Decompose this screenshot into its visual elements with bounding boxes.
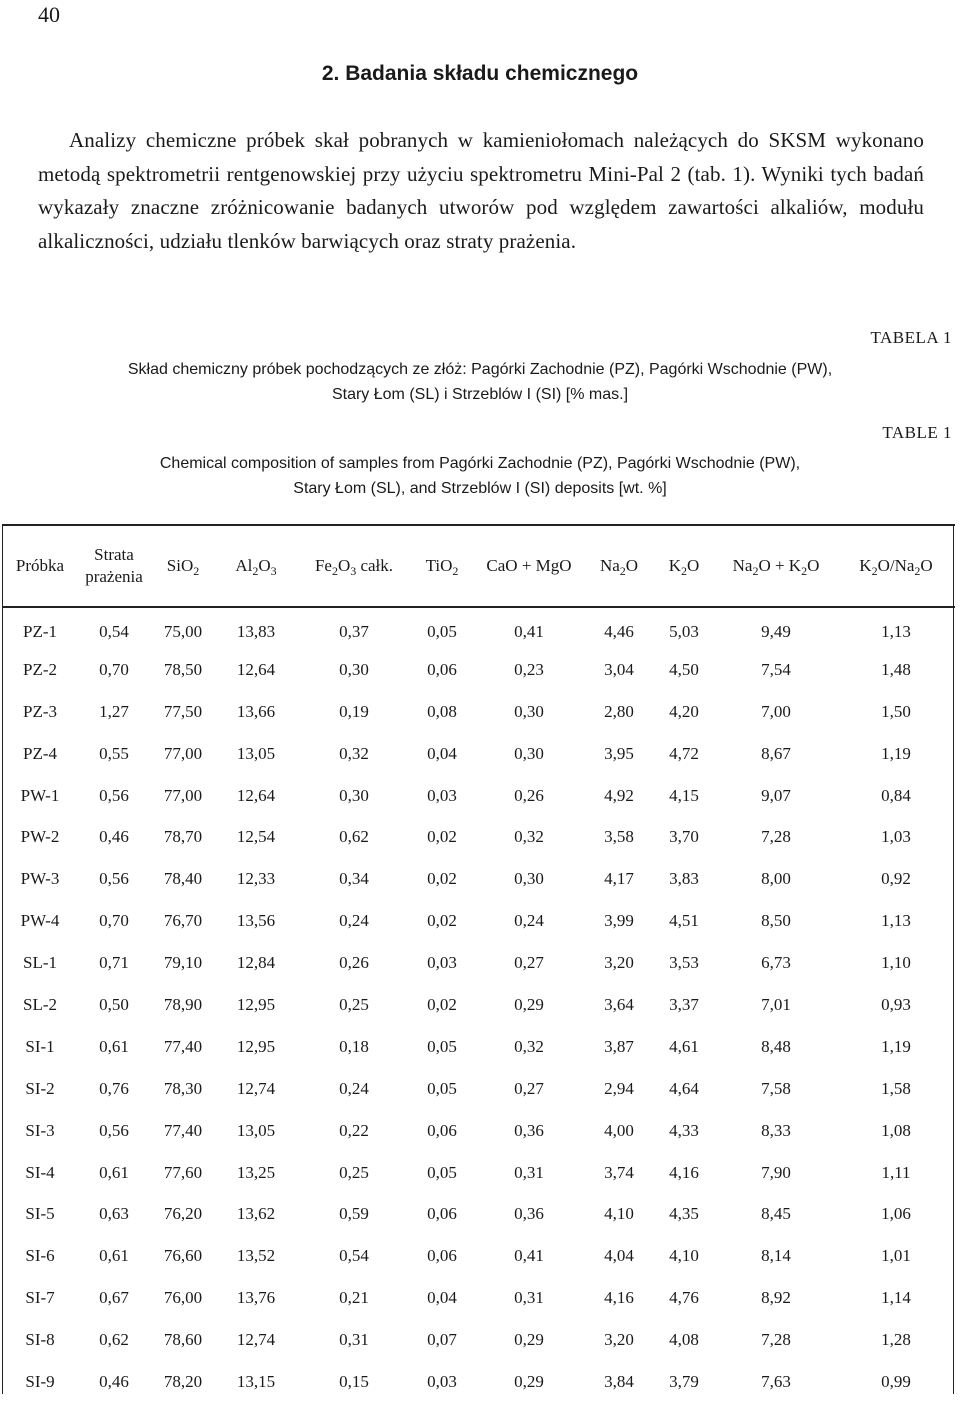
header-k2o: $K_2O$ [653, 525, 715, 607]
cell-na2o-plus-k2o: 8,48 [761, 1036, 791, 1056]
cell-na2o: 3,84 [604, 1371, 634, 1391]
cell-sample: SI-9 [25, 1371, 55, 1391]
cell-k2o: 4,64 [669, 1078, 699, 1098]
cell-loss-on-ignition: 0,70 [99, 911, 129, 931]
cell-sio2: 78,60 [163, 1330, 203, 1350]
cell-na2o: 4,04 [604, 1246, 634, 1266]
cell-sample: PW-3 [20, 869, 60, 889]
cell-k2o-na2o-ratio: 1,13 [881, 911, 911, 931]
cell-tio2: 0,03 [427, 953, 457, 973]
cell-tio2: 0,04 [427, 743, 457, 763]
cell-cao-mgo: 0,32 [514, 827, 544, 847]
cell-fe2o3: 0,21 [339, 1288, 369, 1308]
cell-fe2o3: 0,37 [339, 622, 369, 642]
cell-na2o-plus-k2o: 8,14 [761, 1246, 791, 1266]
cell-sample: SI-1 [25, 1036, 55, 1056]
cell-na2o: 3,58 [604, 827, 634, 847]
cell-al2o3: 13,05 [236, 743, 276, 763]
cell-k2o: 5,03 [669, 622, 699, 642]
cell-loss-on-ignition: 0,56 [99, 785, 129, 805]
cell-k2o: 4,16 [669, 1162, 699, 1182]
cell-cao-mgo: 0,36 [514, 1120, 544, 1140]
table-row [3, 1235, 955, 1277]
cell-tio2: 0,03 [427, 1371, 457, 1391]
cell-k2o: 4,50 [669, 659, 699, 679]
caption-en-line-1: Chemical composition of samples from Pagórki Zachodnie (PZ), Pagórki Wschodnie (PW), [159, 455, 801, 472]
cell-fe2o3: 0,15 [339, 1371, 369, 1391]
header-sample: Próbka [3, 525, 77, 607]
cell-cao-mgo: 0,29 [514, 1371, 544, 1391]
cell-sample: SI-7 [25, 1288, 55, 1308]
cell-na2o: 4,00 [604, 1120, 634, 1140]
cell-sample: SI-4 [25, 1162, 55, 1182]
cell-fe2o3: 0,30 [339, 659, 369, 679]
cell-k2o-na2o-ratio: 1,14 [881, 1288, 911, 1308]
cell-tio2: 0,05 [427, 1162, 457, 1182]
cell-na2o: 3,95 [604, 743, 634, 763]
header-fe2o3: $Fe_2O_3$ całk. [297, 525, 411, 607]
cell-tio2: 0,05 [427, 622, 457, 642]
cell-cao-mgo: 0,36 [514, 1204, 544, 1224]
table-row [3, 1277, 955, 1319]
cell-fe2o3: 0,34 [339, 869, 369, 889]
cell-tio2: 0,08 [427, 701, 457, 721]
cell-al2o3: 13,62 [236, 1204, 276, 1224]
cell-al2o3: 12,74 [236, 1078, 276, 1098]
cell-cao-mgo: 0,30 [514, 743, 544, 763]
cell-cao-mgo: 0,32 [514, 1036, 544, 1056]
cell-al2o3: 13,25 [236, 1162, 276, 1182]
cell-cao-mgo: 0,23 [514, 659, 544, 679]
cell-na2o-plus-k2o: 8,00 [761, 869, 791, 889]
cell-fe2o3: 0,30 [339, 785, 369, 805]
cell-al2o3: 12,64 [236, 659, 276, 679]
cell-k2o-na2o-ratio: 0,84 [881, 785, 911, 805]
cell-k2o: 3,53 [669, 953, 699, 973]
cell-k2o-na2o-ratio: 1,11 [881, 1162, 911, 1182]
cell-k2o-na2o-ratio: 1,13 [881, 622, 911, 642]
cell-na2o-plus-k2o: 7,90 [761, 1162, 791, 1182]
cell-al2o3: 12,33 [236, 869, 276, 889]
cell-na2o-plus-k2o: 7,01 [761, 994, 791, 1014]
cell-k2o-na2o-ratio: 0,99 [881, 1371, 911, 1391]
table-row [3, 1110, 955, 1152]
cell-tio2: 0,06 [427, 1246, 457, 1266]
cell-cao-mgo: 0,31 [514, 1288, 544, 1308]
cell-sample: SL-1 [23, 953, 57, 973]
cell-sample: PZ-4 [23, 743, 57, 763]
table-row [3, 733, 955, 775]
cell-fe2o3: 0,19 [339, 701, 369, 721]
header-loi-line-2: prażenia [85, 567, 143, 586]
cell-sample: PW-4 [20, 911, 60, 931]
cell-fe2o3: 0,54 [339, 1246, 369, 1266]
cell-k2o-na2o-ratio: 1,03 [881, 827, 911, 847]
cell-sio2: 78,30 [163, 1078, 203, 1098]
cell-k2o: 3,79 [669, 1371, 699, 1391]
header-sio2: SiO$_2$ [151, 525, 215, 607]
cell-al2o3: 12,64 [236, 785, 276, 805]
table-row [3, 942, 955, 984]
table-body [3, 607, 955, 1403]
cell-k2o: 3,83 [669, 869, 699, 889]
cell-na2o-plus-k2o: 8,50 [761, 911, 791, 931]
cell-cao-mgo: 0,30 [514, 701, 544, 721]
cell-loss-on-ignition: 0,54 [99, 622, 129, 642]
table-row [3, 649, 955, 691]
header-cao-mgo: CaO + MgO [473, 525, 585, 607]
cell-cao-mgo: 0,27 [514, 953, 544, 973]
cell-tio2: 0,02 [427, 994, 457, 1014]
cell-loss-on-ignition: 0,61 [99, 1036, 129, 1056]
cell-sio2: 77,40 [163, 1036, 203, 1056]
cell-k2o-na2o-ratio: 1,28 [881, 1330, 911, 1350]
cell-na2o-plus-k2o: 9,07 [761, 785, 791, 805]
cell-na2o-plus-k2o: 9,49 [761, 622, 791, 642]
cell-k2o: 4,15 [669, 785, 699, 805]
cell-sio2: 77,40 [163, 1120, 203, 1140]
cell-fe2o3: 0,24 [339, 1078, 369, 1098]
cell-na2o-plus-k2o: 7,63 [761, 1371, 791, 1391]
cell-fe2o3: 0,31 [339, 1330, 369, 1350]
cell-sio2: 78,50 [163, 659, 203, 679]
cell-sample: SI-8 [25, 1330, 55, 1350]
cell-tio2: 0,06 [427, 1204, 457, 1224]
cell-k2o: 4,33 [669, 1120, 699, 1140]
cell-cao-mgo: 0,30 [514, 869, 544, 889]
cell-na2o-plus-k2o: 7,58 [761, 1078, 791, 1098]
cell-sample: PW-1 [20, 785, 60, 805]
table-row [3, 900, 955, 942]
caption-pl-line-2: Stary Łom (SL) i Strzeblów I (SI) [% mas.] [331, 386, 629, 403]
cell-k2o-na2o-ratio: 1,19 [881, 743, 911, 763]
cell-sio2: 78,70 [163, 827, 203, 847]
cell-na2o-plus-k2o: 7,54 [761, 659, 791, 679]
cell-k2o-na2o-ratio: 1,06 [881, 1204, 911, 1224]
table-row [3, 984, 955, 1026]
cell-k2o: 4,61 [669, 1036, 699, 1056]
cell-loss-on-ignition: 0,56 [99, 1120, 129, 1140]
cell-fe2o3: 0,22 [339, 1120, 369, 1140]
cell-al2o3: 12,74 [236, 1330, 276, 1350]
cell-cao-mgo: 0,41 [514, 1246, 544, 1266]
table-row [3, 691, 955, 733]
header-na2o-plus-k2o: $Na_2O + K_2O$ [715, 525, 837, 607]
cell-k2o: 3,37 [669, 994, 699, 1014]
cell-fe2o3: 0,62 [339, 827, 369, 847]
cell-tio2: 0,07 [427, 1330, 457, 1350]
chemical-composition-table [3, 524, 955, 1403]
cell-tio2: 0,04 [427, 1288, 457, 1308]
cell-sio2: 77,00 [163, 785, 203, 805]
cell-k2o-na2o-ratio: 1,08 [881, 1120, 911, 1140]
cell-na2o: 3,74 [604, 1162, 634, 1182]
cell-k2o: 4,35 [669, 1204, 699, 1224]
table-row [3, 1319, 955, 1361]
cell-na2o: 4,46 [604, 622, 634, 642]
cell-al2o3: 13,52 [236, 1246, 276, 1266]
cell-k2o-na2o-ratio: 1,01 [881, 1246, 911, 1266]
cell-loss-on-ignition: 0,76 [99, 1078, 129, 1098]
cell-loss-on-ignition: 1,27 [99, 701, 129, 721]
cell-cao-mgo: 0,24 [514, 911, 544, 931]
cell-na2o: 2,94 [604, 1078, 634, 1098]
cell-k2o: 4,76 [669, 1288, 699, 1308]
cell-loss-on-ignition: 0,71 [99, 953, 129, 973]
cell-k2o: 4,72 [669, 743, 699, 763]
cell-na2o-plus-k2o: 8,67 [761, 743, 791, 763]
header-al2o3: $Al_2O_3$ [215, 525, 297, 607]
cell-loss-on-ignition: 0,55 [99, 743, 129, 763]
cell-loss-on-ignition: 0,61 [99, 1246, 129, 1266]
table-row [3, 607, 955, 649]
cell-sio2: 76,00 [163, 1288, 203, 1308]
cell-tio2: 0,03 [427, 785, 457, 805]
header-loss-on-ignition [77, 525, 151, 607]
cell-na2o: 3,20 [604, 1330, 634, 1350]
cell-na2o: 4,16 [604, 1288, 634, 1308]
table-row [3, 816, 955, 858]
caption-pl [0, 357, 960, 407]
cell-na2o-plus-k2o: 8,33 [761, 1120, 791, 1140]
cell-sio2: 79,10 [163, 953, 203, 973]
cell-na2o: 3,04 [604, 659, 634, 679]
cell-al2o3: 13,66 [236, 701, 276, 721]
section-heading: 2. Badania składu chemicznego [321, 62, 639, 85]
cell-loss-on-ignition: 0,61 [99, 1162, 129, 1182]
cell-cao-mgo: 0,29 [514, 1330, 544, 1350]
cell-k2o-na2o-ratio: 0,93 [881, 994, 911, 1014]
cell-na2o: 4,17 [604, 869, 634, 889]
table-row [3, 858, 955, 900]
cell-k2o: 4,51 [669, 911, 699, 931]
cell-tio2: 0,06 [427, 659, 457, 679]
cell-sio2: 78,40 [163, 869, 203, 889]
cell-sio2: 78,90 [163, 994, 203, 1014]
cell-cao-mgo: 0,27 [514, 1078, 544, 1098]
cell-loss-on-ignition: 0,67 [99, 1288, 129, 1308]
cell-sample: PZ-3 [23, 701, 57, 721]
cell-k2o-na2o-ratio: 1,48 [881, 659, 911, 679]
cell-sio2: 76,20 [163, 1204, 203, 1224]
table-row [3, 775, 955, 817]
body-paragraph: Analizy chemiczne próbek skał pobranych w kamieniołomach należących do SKSM wykonano metodą spektrometrii rentgenowskiej przy użyciu spektrometru Mini-Pal 2 (tab. 1). Wyniki tych badań wykazały znaczne zróżnicowanie badanych utworów pod względem zawartości alkaliów, modułu alkaliczności, udziału tlenków barwiących oraz straty prażenia. [38, 128, 924, 253]
cell-na2o-plus-k2o: 6,73 [761, 953, 791, 973]
caption-en-line-2: Stary Łom (SL), and Strzeblów I (SI) deposits [wt. %] [293, 480, 667, 497]
caption-en [0, 451, 960, 501]
cell-fe2o3: 0,25 [339, 1162, 369, 1182]
cell-al2o3: 13,76 [236, 1288, 276, 1308]
cell-na2o: 3,87 [604, 1036, 634, 1056]
cell-al2o3: 13,15 [236, 1371, 276, 1391]
table-header-row [3, 525, 955, 607]
cell-na2o-plus-k2o: 8,45 [761, 1204, 791, 1224]
cell-na2o: 3,20 [604, 953, 634, 973]
cell-al2o3: 13,05 [236, 1120, 276, 1140]
cell-k2o-na2o-ratio: 0,92 [881, 869, 911, 889]
cell-loss-on-ignition: 0,46 [99, 1371, 129, 1391]
cell-sio2: 77,50 [163, 701, 203, 721]
cell-loss-on-ignition: 0,56 [99, 869, 129, 889]
cell-na2o-plus-k2o: 7,28 [761, 827, 791, 847]
cell-sio2: 76,60 [163, 1246, 203, 1266]
cell-fe2o3: 0,26 [339, 953, 369, 973]
cell-sample: SL-2 [23, 994, 57, 1014]
table-row [3, 1193, 955, 1235]
cell-na2o: 3,64 [604, 994, 634, 1014]
cell-k2o: 3,70 [669, 827, 699, 847]
table-row [3, 1361, 955, 1403]
cell-fe2o3: 0,32 [339, 743, 369, 763]
cell-k2o-na2o-ratio: 1,10 [881, 953, 911, 973]
cell-al2o3: 12,54 [236, 827, 276, 847]
cell-na2o: 4,10 [604, 1204, 634, 1224]
cell-cao-mgo: 0,26 [514, 785, 544, 805]
cell-al2o3: 13,56 [236, 911, 276, 931]
cell-cao-mgo: 0,31 [514, 1162, 544, 1182]
cell-k2o: 4,08 [669, 1330, 699, 1350]
cell-sio2: 77,60 [163, 1162, 203, 1182]
cell-cao-mgo: 0,29 [514, 994, 544, 1014]
cell-tio2: 0,05 [427, 1036, 457, 1056]
cell-fe2o3: 0,25 [339, 994, 369, 1014]
cell-na2o: 2,80 [604, 701, 634, 721]
header-loi-line-1: Strata [94, 545, 134, 564]
header-na2o: $Na_2O$ [585, 525, 653, 607]
cell-na2o-plus-k2o: 8,92 [761, 1288, 791, 1308]
cell-sample: SI-2 [25, 1078, 55, 1098]
cell-sample: SI-3 [25, 1120, 55, 1140]
cell-loss-on-ignition: 0,46 [99, 827, 129, 847]
cell-k2o-na2o-ratio: 1,19 [881, 1036, 911, 1056]
cell-na2o: 3,99 [604, 911, 634, 931]
cell-tio2: 0,02 [427, 869, 457, 889]
cell-sio2: 78,20 [163, 1371, 203, 1391]
cell-sio2: 75,00 [163, 622, 203, 642]
cell-sample: PW-2 [20, 827, 60, 847]
cell-loss-on-ignition: 0,62 [99, 1330, 129, 1350]
cell-loss-on-ignition: 0,63 [99, 1204, 129, 1224]
cell-na2o-plus-k2o: 7,00 [761, 701, 791, 721]
cell-na2o: 4,92 [604, 785, 634, 805]
table-row [3, 1152, 955, 1194]
cell-k2o-na2o-ratio: 1,58 [881, 1078, 911, 1098]
cell-k2o-na2o-ratio: 1,50 [881, 701, 911, 721]
cell-fe2o3: 0,59 [339, 1204, 369, 1224]
cell-k2o: 4,10 [669, 1246, 699, 1266]
cell-tio2: 0,02 [427, 911, 457, 931]
cell-na2o-plus-k2o: 7,28 [761, 1330, 791, 1350]
cell-sio2: 77,00 [163, 743, 203, 763]
cell-loss-on-ignition: 0,70 [99, 659, 129, 679]
cell-al2o3: 12,84 [236, 953, 276, 973]
cell-k2o: 4,20 [669, 701, 699, 721]
cell-sample: PZ-2 [23, 659, 57, 679]
caption-pl-line-1: Skład chemiczny próbek pochodzących ze złóż: Pagórki Zachodnie (PZ), Pagórki Wschodnie (PW), [127, 361, 833, 378]
table-row [3, 1068, 955, 1110]
table-label-pl: TABELA 1 [870, 328, 952, 347]
cell-fe2o3: 0,24 [339, 911, 369, 931]
cell-tio2: 0,06 [427, 1120, 457, 1140]
cell-tio2: 0,02 [427, 827, 457, 847]
cell-al2o3: 12,95 [236, 994, 276, 1014]
cell-sample: PZ-1 [23, 622, 57, 642]
cell-sample: SI-6 [25, 1246, 55, 1266]
cell-loss-on-ignition: 0,50 [99, 994, 129, 1014]
cell-al2o3: 12,95 [236, 1036, 276, 1056]
page-number: 40 [38, 2, 60, 27]
cell-al2o3: 13,83 [236, 622, 276, 642]
header-k2o-na2o-ratio: $K_2O/Na_2O$ [837, 525, 955, 607]
cell-sio2: 76,70 [163, 911, 203, 931]
cell-cao-mgo: 0,41 [514, 622, 544, 642]
cell-sample: SI-5 [25, 1204, 55, 1224]
cell-tio2: 0,05 [427, 1078, 457, 1098]
cell-fe2o3: 0,18 [339, 1036, 369, 1056]
header-tio2: TiO$_2$ [411, 525, 473, 607]
table-row [3, 1026, 955, 1068]
table-label-en: TABLE 1 [882, 423, 952, 442]
